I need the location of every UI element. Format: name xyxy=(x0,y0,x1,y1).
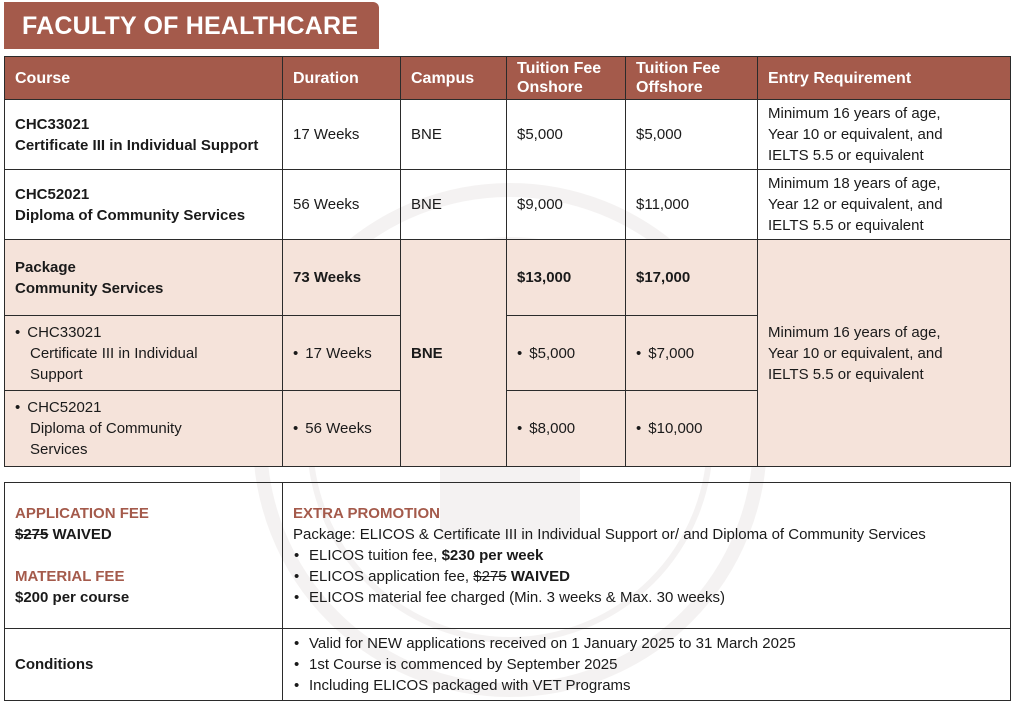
entry-requirement-cell xyxy=(758,170,1011,240)
duration-cell: 17 Weeks xyxy=(283,100,401,170)
entry-line: IELTS 5.5 or equivalent xyxy=(768,217,924,234)
list-item: • Valid for NEW applications received on 1 January 2025 to 31 March 2025 xyxy=(309,633,1000,654)
entry-line: Year 10 or equivalent, and xyxy=(768,344,943,362)
onshore-fee-cell: $9,000 xyxy=(507,170,626,240)
package-item-offshore: • $7,000 xyxy=(636,345,694,362)
promotion-title: EXTRA PROMOTION xyxy=(293,505,440,522)
entry-line: Year 10 or equivalent, and xyxy=(768,126,943,143)
header-course: Course xyxy=(5,57,283,100)
header-tuition-offshore: Tuition Fee Offshore xyxy=(626,57,758,100)
package-item-code: • CHC52021 xyxy=(15,399,101,416)
header-duration: Duration xyxy=(283,57,401,100)
package-title-line: Community Services xyxy=(15,279,164,297)
package-row xyxy=(5,240,1011,316)
package-item-name: Services xyxy=(30,441,88,458)
campus-cell: BNE xyxy=(401,100,507,170)
fees-cell xyxy=(5,483,283,629)
offshore-fee-cell: $5,000 xyxy=(626,100,758,170)
fees-row xyxy=(5,483,1011,629)
entry-line: Minimum 16 years of age, xyxy=(768,105,941,122)
package-item-code: • CHC33021 xyxy=(15,324,101,341)
fees-promotion-table xyxy=(4,482,1011,701)
course-code: CHC33021 xyxy=(15,115,90,133)
list-item: • ELICOS application fee, $275 WAIVED xyxy=(309,566,1000,587)
application-fee-label: APPLICATION FEE xyxy=(15,505,149,522)
promotion-cell xyxy=(283,483,1011,629)
course-table xyxy=(4,56,1011,467)
course-name: Certificate III in Individual Support xyxy=(15,136,259,154)
application-fee-value xyxy=(15,524,272,545)
package-title-cell xyxy=(5,240,283,316)
course-code: CHC52021 xyxy=(15,185,90,203)
table-row xyxy=(5,170,1011,240)
offshore-fee-cell: $11,000 xyxy=(626,170,758,240)
table-row xyxy=(5,100,1011,170)
list-item: • ELICOS material fee charged (Min. 3 weeks & Max. 30 weeks) xyxy=(309,587,1000,608)
onshore-fee-cell: $5,000 xyxy=(507,100,626,170)
application-fee-old: $275 xyxy=(15,526,49,543)
application-fee-status: WAIVED xyxy=(52,526,112,543)
faculty-title: FACULTY OF HEALTHCARE xyxy=(4,2,379,49)
package-duration-cell: 73 Weeks xyxy=(283,240,401,316)
entry-line: Year 12 or equivalent, and xyxy=(768,196,943,213)
entry-line: IELTS 5.5 or equivalent xyxy=(768,147,924,164)
package-item-offshore: • $10,000 xyxy=(636,420,703,437)
conditions-label: Conditions xyxy=(5,629,283,701)
package-item-course-cell xyxy=(5,316,283,391)
package-item-name: Diploma of Community xyxy=(30,420,182,437)
package-item-onshore-cell xyxy=(507,316,626,391)
package-item-onshore: • $8,000 xyxy=(517,420,575,437)
conditions-cell xyxy=(283,629,1011,701)
entry-line: IELTS 5.5 or equivalent xyxy=(768,365,924,383)
list-item: • 1st Course is commenced by September 2025 xyxy=(309,654,1000,675)
package-item-offshore-cell xyxy=(626,316,758,391)
course-cell xyxy=(5,100,283,170)
entry-line: Minimum 16 years of age, xyxy=(768,323,941,341)
package-item-duration-cell xyxy=(283,316,401,391)
table-header-row xyxy=(5,57,1011,100)
conditions-list xyxy=(293,633,1000,696)
header-entry-requirement: Entry Requirement xyxy=(758,57,1011,100)
package-item-duration: • 56 Weeks xyxy=(293,420,372,437)
list-item: • ELICOS tuition fee, $230 per week xyxy=(309,545,1000,566)
entry-requirement-cell xyxy=(758,100,1011,170)
campus-cell: BNE xyxy=(401,170,507,240)
package-campus-cell: BNE xyxy=(401,240,507,467)
package-item-name: Certificate III in Individual xyxy=(30,344,198,362)
duration-cell: 56 Weeks xyxy=(283,170,401,240)
conditions-row xyxy=(5,629,1011,701)
package-item-onshore-cell xyxy=(507,391,626,467)
package-item-course-cell xyxy=(5,391,283,467)
package-entry-requirement-cell xyxy=(758,240,1011,467)
package-item-duration-cell xyxy=(283,391,401,467)
course-cell xyxy=(5,170,283,240)
package-item-duration: • 17 Weeks xyxy=(293,345,372,362)
package-item-onshore: • $5,000 xyxy=(517,345,575,362)
material-fee-value: $200 per course xyxy=(15,589,130,606)
header-campus: Campus xyxy=(401,57,507,100)
course-name: Diploma of Community Services xyxy=(15,206,246,224)
promotion-list xyxy=(293,545,1000,608)
package-offshore-cell: $17,000 xyxy=(626,240,758,316)
entry-line: Minimum 18 years of age, xyxy=(768,175,941,192)
package-onshore-cell: $13,000 xyxy=(507,240,626,316)
header-tuition-onshore: Tuition Fee Onshore xyxy=(507,57,626,100)
package-item-offshore-cell xyxy=(626,391,758,467)
package-item-name: Support xyxy=(30,365,83,383)
package-title-line: Package xyxy=(15,258,76,276)
list-item: • Including ELICOS packaged with VET Programs xyxy=(309,675,1000,696)
promotion-description: Package: ELICOS & Certificate III in Individual Support or/ and Diploma of Community Services xyxy=(293,526,926,543)
material-fee-label: MATERIAL FEE xyxy=(15,568,125,585)
